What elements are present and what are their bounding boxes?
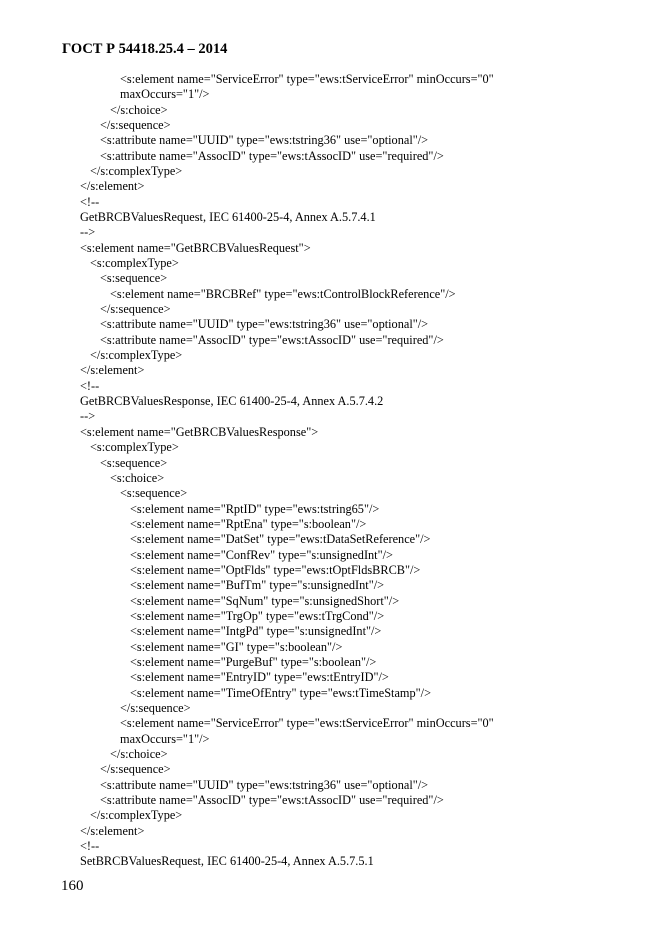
code-line: <s:element name="TrgOp" type="ews:tTrgCond"/> (130, 608, 385, 623)
code-line: </s:choice> (110, 102, 168, 117)
code-line: </s:complexType> (90, 348, 183, 363)
document-header: ГОСТ Р 54418.25.4 – 2014 (62, 41, 228, 57)
code-line: </s:element> (80, 363, 145, 378)
code-line: </s:element> (80, 179, 145, 194)
code-line: </s:complexType> (90, 164, 183, 179)
code-line: </s:choice> (110, 746, 168, 761)
code-line: <s:element name="EntryID" type="ews:tEntryID"/> (130, 670, 389, 685)
code-line: <s:sequence> (120, 486, 188, 501)
code-line: <s:attribute name="UUID" type="ews:tstring36" use="optional"/> (100, 133, 429, 148)
code-line: </s:sequence> (100, 762, 171, 777)
code-line: </s:sequence> (100, 118, 171, 133)
code-line: </s:element> (80, 823, 145, 838)
code-line: <s:element name="RptEna" type="s:boolean"/> (130, 516, 367, 531)
code-line: </s:sequence> (100, 302, 171, 317)
code-line: <s:sequence> (100, 271, 168, 286)
code-line: <s:element name="IntgPd" type="s:unsignedInt"/> (130, 624, 382, 639)
code-line: <s:element name="BRCBRef" type="ews:tControlBlockReference"/> (110, 286, 456, 301)
page-number: 160 (61, 878, 84, 894)
code-line: <s:attribute name="AssocID" type="ews:tAssocID" use="required"/> (100, 332, 444, 347)
code-line: <s:element name="GetBRCBValuesResponse"> (80, 424, 319, 439)
code-line: <s:element name="TimeOfEntry" type="ews:tTimeStamp"/> (130, 685, 432, 700)
code-line: SetBRCBValuesRequest, IEC 61400-25-4, Annex A.5.7.5.1 (80, 854, 374, 869)
code-line: </s:complexType> (90, 808, 183, 823)
code-line: <s:choice> (110, 470, 165, 485)
code-line: <s:element name="OptFlds" type="ews:tOptFldsBRCB"/> (130, 562, 421, 577)
code-line: --> (80, 409, 96, 424)
code-line: <s:sequence> (100, 455, 168, 470)
code-line: <s:element name="BufTm" type="s:unsignedInt"/> (130, 578, 385, 593)
code-line: GetBRCBValuesRequest, IEC 61400-25-4, Annex A.5.7.4.1 (80, 210, 376, 225)
code-line: <s:complexType> (90, 256, 179, 271)
code-line: <s:element name="GetBRCBValuesRequest"> (80, 240, 311, 255)
code-line: maxOccurs="1"/> (120, 87, 210, 102)
code-line: GetBRCBValuesResponse, IEC 61400-25-4, Annex A.5.7.4.2 (80, 394, 384, 409)
code-line: --> (80, 225, 96, 240)
code-line: </s:sequence> (120, 700, 191, 715)
code-line: <s:attribute name="UUID" type="ews:tstring36" use="optional"/> (100, 777, 429, 792)
code-line: <!-- (80, 839, 100, 853)
code-line: <s:element name="PurgeBuf" type="s:boolean"/> (130, 654, 377, 669)
code-line: <s:element name="DatSet" type="ews:tDataSetReference"/> (130, 532, 431, 547)
code-line: <s:attribute name="AssocID" type="ews:tAssocID" use="required"/> (100, 148, 444, 163)
code-line: maxOccurs="1"/> (120, 731, 210, 746)
code-line: <s:element name="GI" type="s:boolean"/> (130, 639, 343, 654)
code-line: <s:element name="SqNum" type="s:unsignedShort"/> (130, 593, 400, 608)
code-line: <s:element name="ServiceError" type="ews:tServiceError" minOccurs="0" (120, 716, 494, 731)
code-line: <s:element name="ServiceError" type="ews:tServiceError" minOccurs="0" (120, 72, 494, 86)
code-line: <s:element name="RptID" type="ews:tstring65"/> (130, 501, 380, 516)
code-line: <s:attribute name="AssocID" type="ews:tAssocID" use="required"/> (100, 792, 444, 807)
code-line: <!-- (80, 194, 100, 209)
code-line: <s:complexType> (90, 440, 179, 455)
code-line: <s:attribute name="UUID" type="ews:tstring36" use="optional"/> (100, 317, 429, 332)
code-line: <s:element name="ConfRev" type="s:unsignedInt"/> (130, 547, 393, 562)
code-line: <!-- (80, 378, 100, 393)
